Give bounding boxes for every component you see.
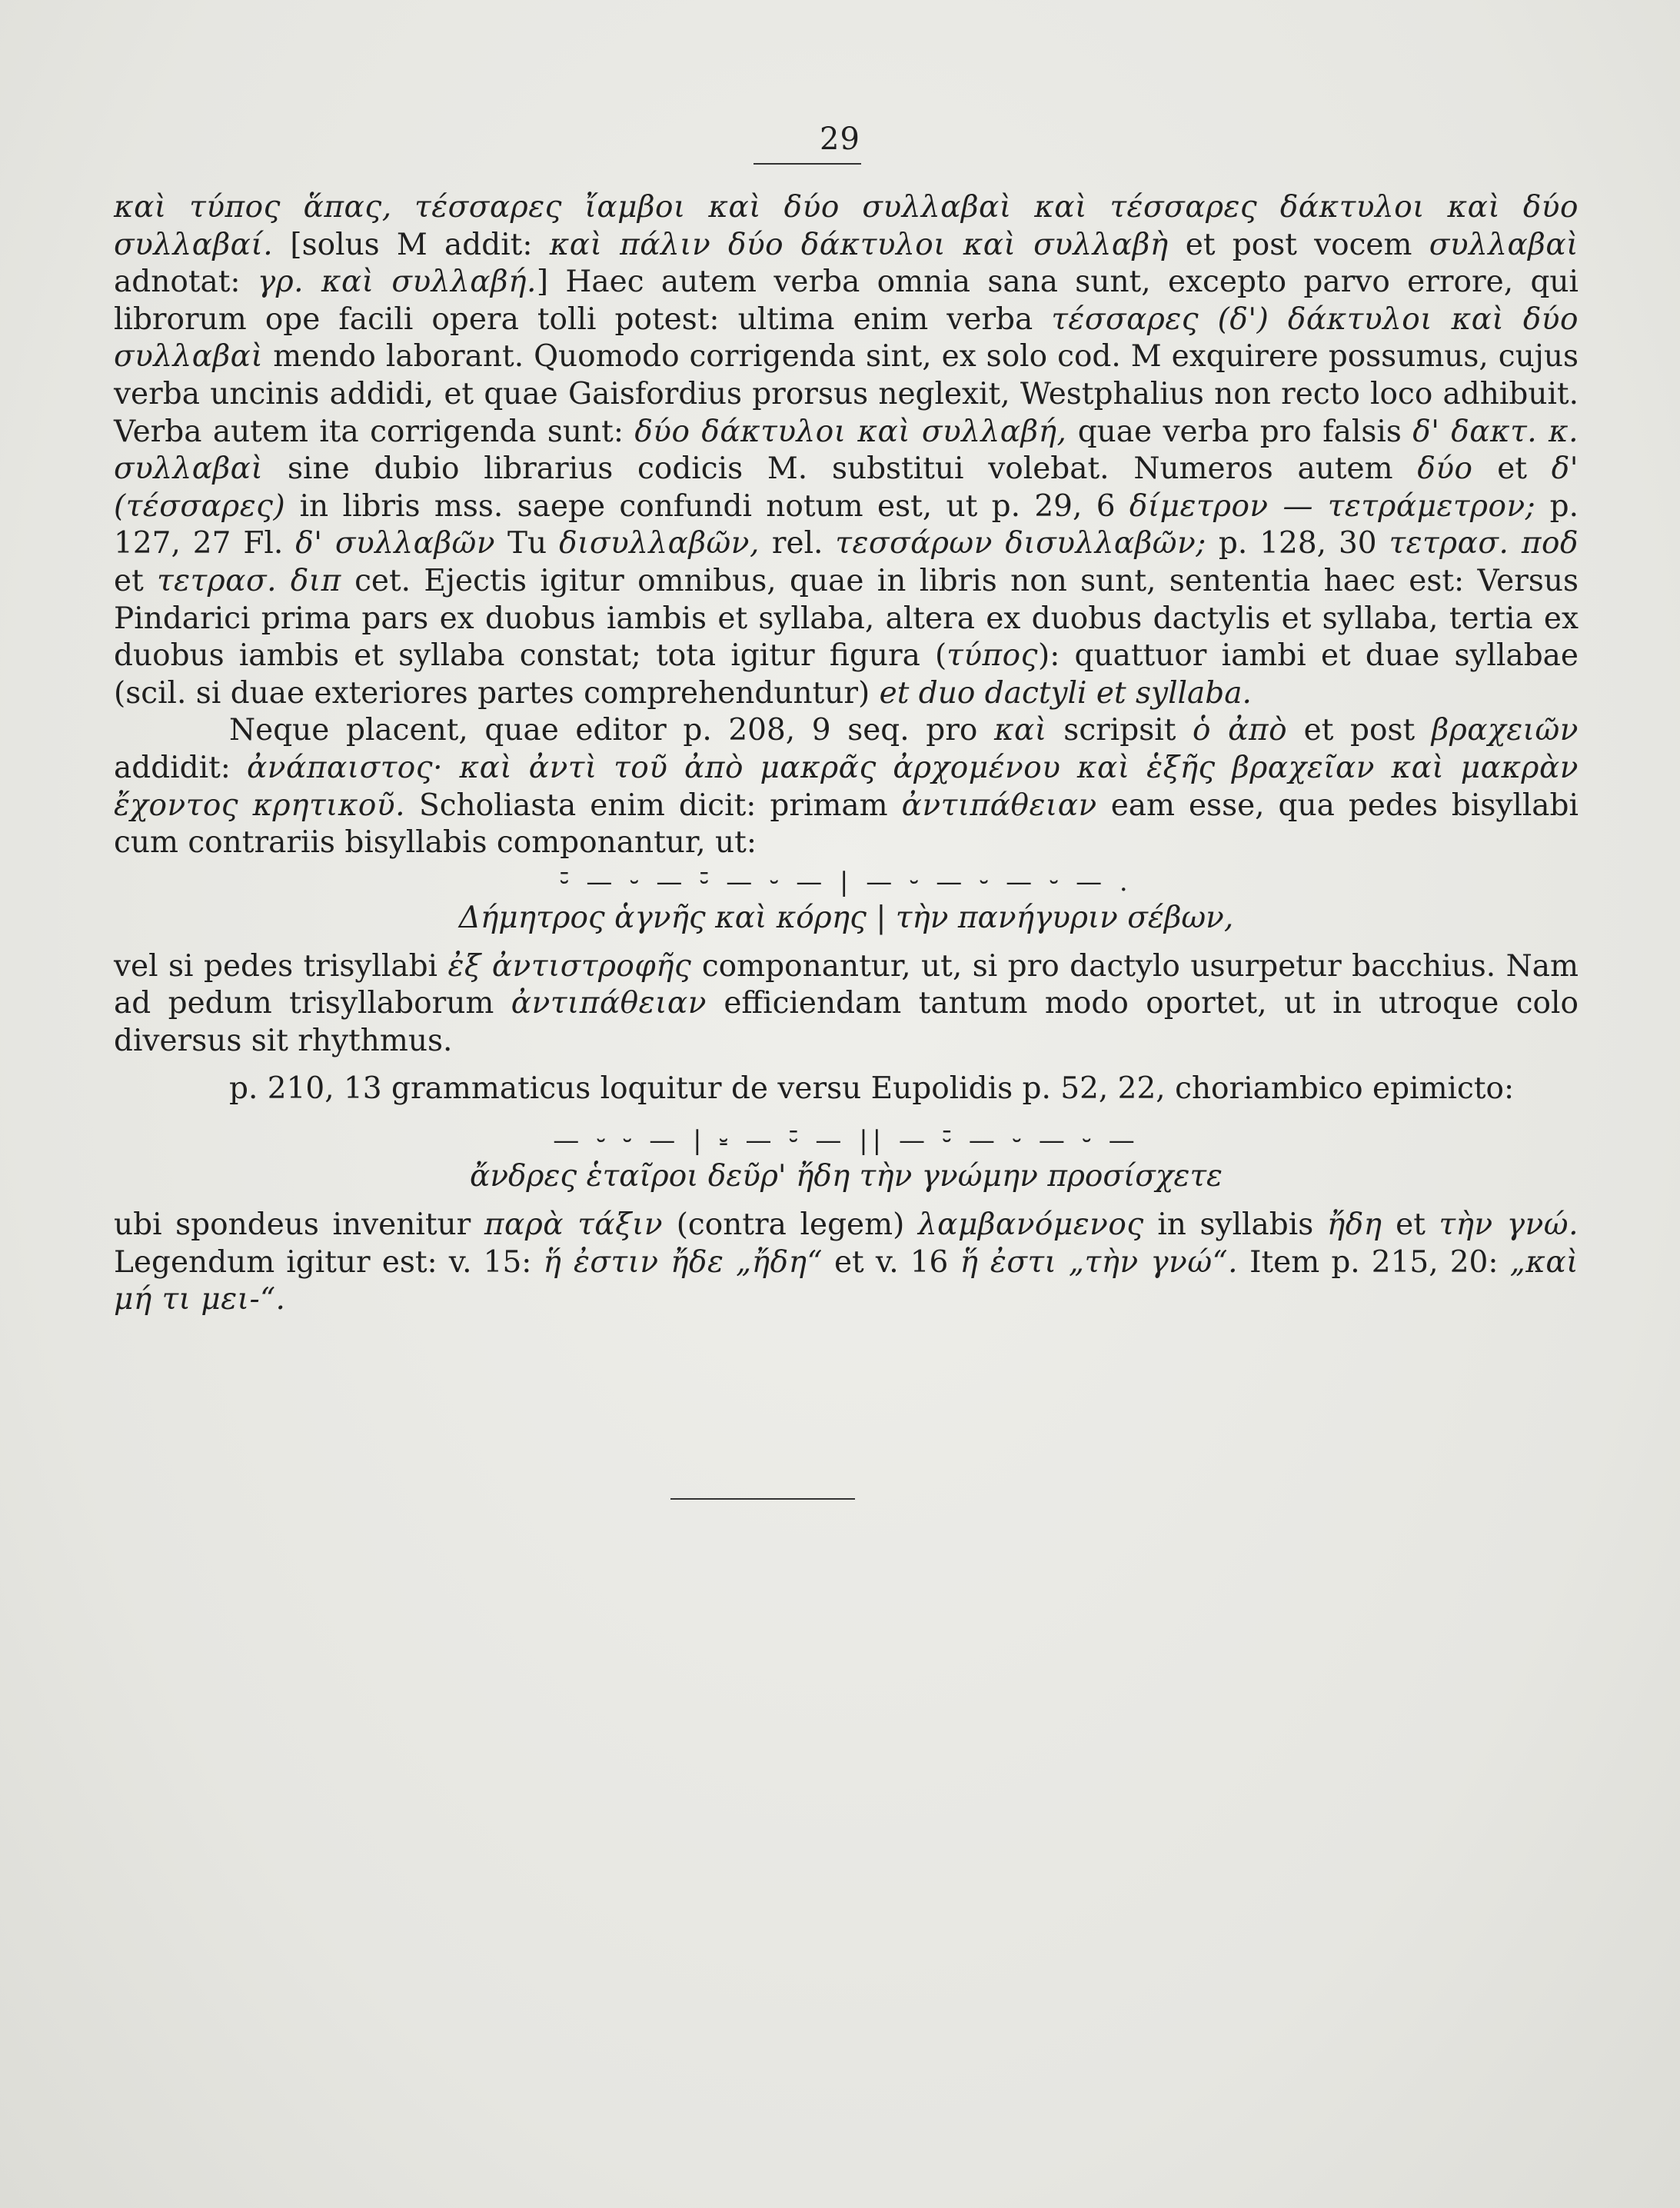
paragraph-4 <box>114 1071 1579 1108</box>
greek-phrase: ἐξ ἀντιστροφῆς <box>447 948 692 984</box>
latin-text: Item p. 215, 20: <box>1238 1244 1510 1280</box>
italic-phrase: et duo dactyli et syllaba. <box>879 675 1252 711</box>
metrical-scheme-2: — ⏑ ⏑ — | ⏓ — ⏑̄ — || — ⏑̄ — ⏑ — ⏑ — <box>553 1125 1139 1157</box>
latin-text: p. 128, 30 <box>1206 526 1389 561</box>
latin-text: mendo laborant. Quomodo corrigenda sint, ex solo cod. M exquirere possumus, cujus verba uncinis addidi, et quae Gaisfordius prorsus neglexit, Westphalius non recto loco adhibuit. Verba autem ita corrigenda sunt: <box>114 339 1579 449</box>
latin-text: rel. <box>759 526 836 561</box>
greek-phrase: δύο <box>1417 451 1473 487</box>
latin-text: et <box>1382 1207 1439 1243</box>
latin-text: sine dubio librarius codicis M. substitui volebat. Numeros autem <box>263 451 1418 487</box>
greek-phrase: δ' (τέσσαρες) <box>114 451 1579 524</box>
greek-phrase: παρὰ τάξιν <box>484 1207 664 1243</box>
latin-text: addidit: <box>114 750 247 785</box>
greek-phrase: τετρασ. ποδ <box>1389 526 1579 561</box>
greek-verse-2: ἄνδρες ἑταῖροι δεῦρ' ἤδη τὴν γνώμην προσίσχετε <box>470 1159 1223 1194</box>
paragraph-5 <box>114 1207 1579 1319</box>
greek-phrase: τεσσάρων δισυλλαβῶν; <box>835 526 1206 561</box>
latin-text: et <box>114 563 158 598</box>
latin-text: et post vocem <box>1168 227 1429 262</box>
metrical-scheme-1: ⏑̄ — ⏑ — ⏑̄ — ⏑ — | — ⏑ — ⏑ — ⏑ — . <box>560 866 1133 898</box>
latin-text: Tu <box>495 526 560 561</box>
latin-text: et post <box>1287 713 1432 748</box>
page-number-rule <box>754 163 861 165</box>
latin-text: p. 210, 13 grammaticus loquitur de versu Eupolidis p. 52, 22, choriambico epimicto: <box>229 1071 1515 1107</box>
latin-text: cet. Ejectis igitur omnibus, quae in libris non sunt, sententia haec est: Versus Pindarici prima pars ex duobus iambis et syllaba, altera ex duobus dactylis et syllaba, tertia ex duobus iambis et syllaba constat; tota igitur figura ( <box>114 563 1579 674</box>
latin-text: et <box>1472 451 1552 487</box>
greek-phrase: ἥ ἐστιν ἤδε „ἤδη“ <box>543 1244 823 1280</box>
greek-phrase: ὁ ἀπὸ <box>1193 713 1288 748</box>
greek-phrase: γρ. καὶ συλλαβή. <box>257 265 537 300</box>
latin-text: componantur, ut, si pro dactylo usurpetur bacchius. Nam ad pedum trisyllaborum <box>114 948 1579 1021</box>
greek-verse-1: Δήμητρος ἁγνῆς καὶ κόρης | τὴν πανήγυριν σέβων, <box>458 900 1234 935</box>
greek-phrase: δίμετρον — τετράμετρον; <box>1129 488 1536 524</box>
greek-phrase: τέσσαρες (δ') δάκτυλοι καὶ δύο συλλαβαὶ <box>114 301 1579 375</box>
end-rule <box>670 1498 855 1500</box>
latin-text: et v. 16 <box>822 1244 960 1280</box>
page-number: 29 <box>820 122 860 157</box>
latin-text: scripsit <box>1046 713 1193 748</box>
latin-text: Scholiasta enim dicit: primam <box>405 788 902 823</box>
body-text <box>114 189 1579 1319</box>
greek-phrase: ἀντιπάθειαν <box>511 986 707 1021</box>
greek-phrase: δύο δάκτυλοι καὶ συλλαβή, <box>634 414 1067 449</box>
latin-text: [solus M addit: <box>273 227 550 262</box>
greek-phrase: δ' δακτ. κ. συλλαβαὶ <box>114 414 1579 487</box>
greek-phrase: τὴν γνώ. <box>1439 1207 1579 1243</box>
greek-phrase: ἤδη <box>1326 1207 1382 1243</box>
greek-phrase: ἥ ἐστι „τὴν γνώ“. <box>960 1244 1239 1280</box>
greek-phrase: βραχειῶν <box>1431 713 1579 748</box>
latin-text: p. 127, 27 Fl. <box>114 488 1579 561</box>
latin-text: Neque placent, quae editor p. 208, 9 seq. pro <box>229 713 994 748</box>
latin-text: quae verba pro falsis <box>1066 414 1413 449</box>
greek-phrase: συλλαβαὶ <box>1429 227 1579 262</box>
latin-text: ): quattuor iambi et duae syllabae (scil. si duae exteriores partes comprehenduntur) <box>114 638 1579 711</box>
greek-phrase: τετρασ. διπ <box>157 563 341 598</box>
latin-text: ] Haec autem verba omnia sana sunt, excepto parvo errore, qui librorum ope facili opera tolli potest: ultima enim verba <box>114 265 1579 337</box>
greek-phrase: τύπος <box>946 638 1038 674</box>
latin-text: eam esse, qua pedes bisyllabi cum contrariis bisyllabis componantur, ut: <box>114 788 1579 861</box>
greek-phrase: ἀνάπαιστος· καὶ ἀντὶ τοῦ ἀπὸ μακρᾶς ἀρχομένου καὶ ἑξῆς βραχεῖαν καὶ μακρὰν ἔχοντος κρητικοῦ. <box>114 750 1579 823</box>
greek-phrase: λαμβανόμενος <box>917 1207 1144 1243</box>
latin-text: vel si pedes trisyllabi <box>114 948 448 984</box>
latin-text: efficiendam tantum modo oportet, ut in utroque colo diversus sit rhythmus. <box>114 986 1579 1058</box>
greek-phrase: ἀντιπάθειαν <box>901 788 1097 823</box>
latin-text: Legendum igitur est: v. 15: <box>114 1244 544 1280</box>
greek-phrase: δ' συλλαβῶν <box>295 526 496 561</box>
latin-text: ubi spondeus invenitur <box>114 1207 484 1243</box>
greek-phrase: δισυλλαβῶν, <box>559 526 760 561</box>
greek-phrase: καὶ <box>993 713 1047 748</box>
latin-text: adnotat: <box>114 265 258 300</box>
greek-phrase: καὶ τύπος ἅπας, τέσσαρες ἴαμβοι καὶ δύο συλλαβαὶ καὶ τέσσαρες δάκτυλοι καὶ δύο συλλαβαί. <box>114 190 1579 262</box>
latin-text: in syllabis <box>1143 1207 1327 1243</box>
paragraph-2 <box>114 712 1579 861</box>
paragraph-1 <box>114 189 1579 712</box>
greek-phrase: „καὶ μή τι μει-“. <box>114 1244 1579 1317</box>
paragraph-3 <box>114 948 1579 1061</box>
greek-phrase: καὶ πάλιν δύο δάκτυλοι καὶ συλλαβὴ <box>549 227 1169 262</box>
latin-text: in libris mss. saepe confundi notum est, ut p. 29, 6 <box>285 488 1129 524</box>
latin-text: (contra legem) <box>663 1207 918 1243</box>
